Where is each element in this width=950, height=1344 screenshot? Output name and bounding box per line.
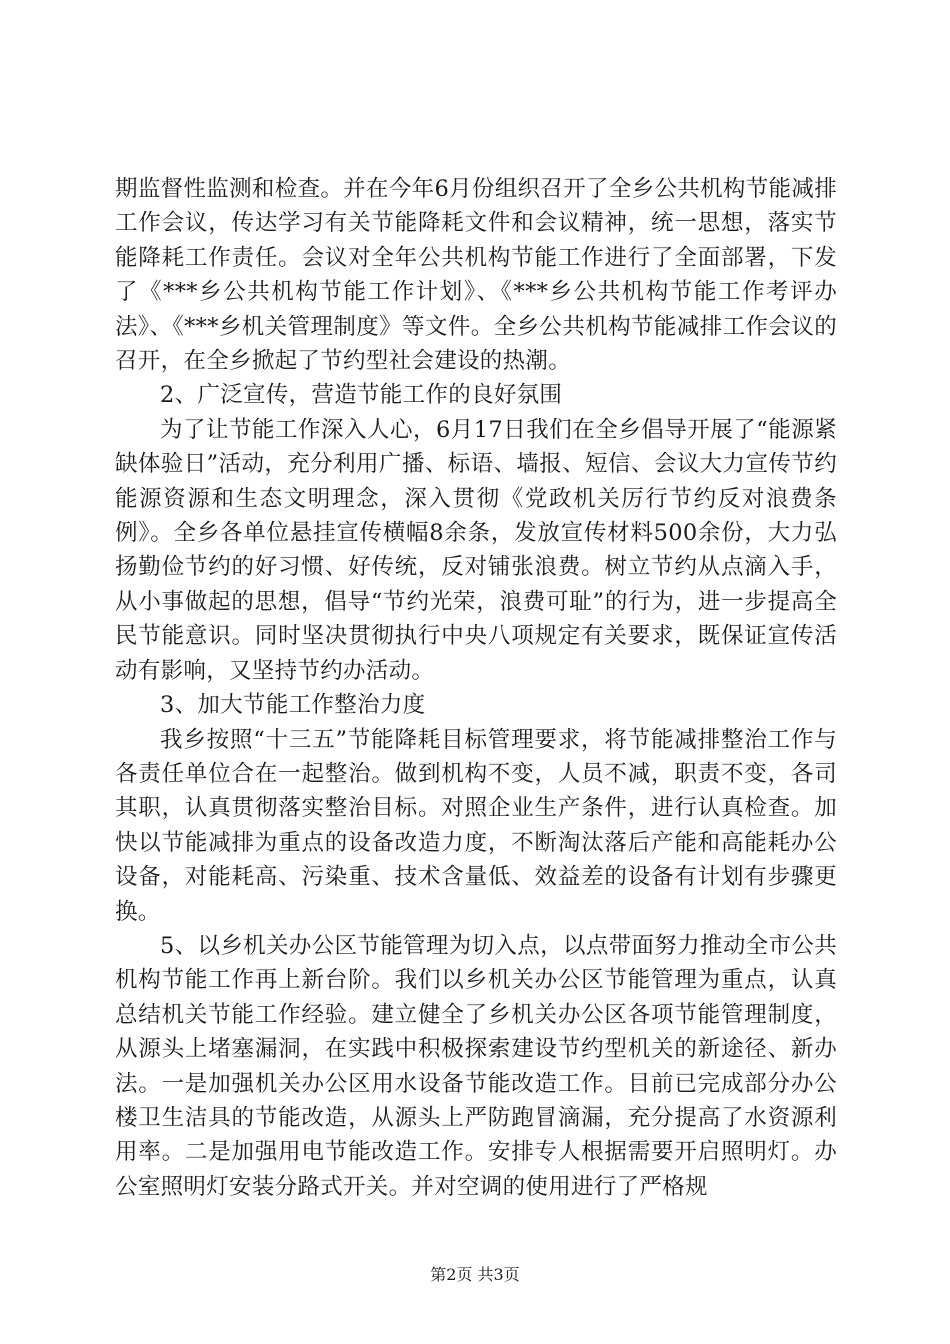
paragraph-rectification: 我乡按照“十三五”节能降耗目标管理要求，将节能减排整治工作与各责任单位合在一起整治。做到机构不变，人员不减，职责不变，各司其职，认真贯彻落实整治目标。对照企业生产条件，进行认真检查。加快以节能减排为重点的设备改造力度，不断淘汰落后产能和高能耗办公设备，对能耗高、污染重、技术含量低、效益差的设备有计划有步骤更换。 [115, 726, 837, 925]
page-number-footer: 第2页 共3页 [430, 1265, 520, 1284]
section-heading-2: 2、广泛宣传，营造节能工作的良好氛围 [160, 382, 563, 409]
paragraph-continuation: 期监督性监测和检查。并在今年6月份组织召开了全乡公共机构节能减排工作会议，传达学习有关节能降耗文件和会议精神，统一思想，落实节能降耗工作责任。会议对全年公共机构节能工作进行了全面部署，下发了《***乡公共机构节能工作计划》、《***乡公共机构节能工作考评办法》、《***乡机关管理制度》等文件。全乡公共机构节能减排工作会议的召开，在全乡掀起了节约型社会建设的热潮。 [115, 176, 837, 375]
section-heading-3: 3、加大节能工作整治力度 [160, 692, 426, 719]
document-page [115, 172, 837, 1204]
paragraph-office-energy: 5、以乡机关办公区节能管理为切入点，以点带面努力推动全市公共机构节能工作再上新台阶。我们以乡机关办公区节能管理为重点，认真总结机关节能工作经验。建立健全了乡机关办公区各项节能管理制度，从源头上堵塞漏洞，在实践中积极探索建设节约型机关的新途径、新办法。一是加强机关办公区用水设备节能改造工作。目前已完成部分办公楼卫生洁具的节能改造，从源头上严防跑冒滴漏，充分提高了水资源利用率。二是加强用电节能改造工作。安排专人根据需要开启照明灯。办公室照明灯安装分路式开关。并对空调的使用进行了严格规 [115, 932, 837, 1200]
paragraph-publicity: 为了让节能工作深入人心，6月17日我们在全乡倡导开展了“能源紧缺体验日”活动，充分利用广播、标语、墙报、短信、会议大力宣传节约能源资源和生态文明理念，深入贯彻《党政机关厉行节约反对浪费条例》。全乡各单位悬挂宣传横幅8余条，发放宣传材料500余份，大力弘扬勤俭节约的好习惯、好传统，反对铺张浪费。树立节约从点滴入手，从小事做起的思想，倡导“节约光荣，浪费可耻”的行为，进一步提高全民节能意识。同时坚决贯彻执行中央八项规定有关要求，既保证宣传活动有影响，又坚持节约办活动。 [115, 416, 837, 684]
